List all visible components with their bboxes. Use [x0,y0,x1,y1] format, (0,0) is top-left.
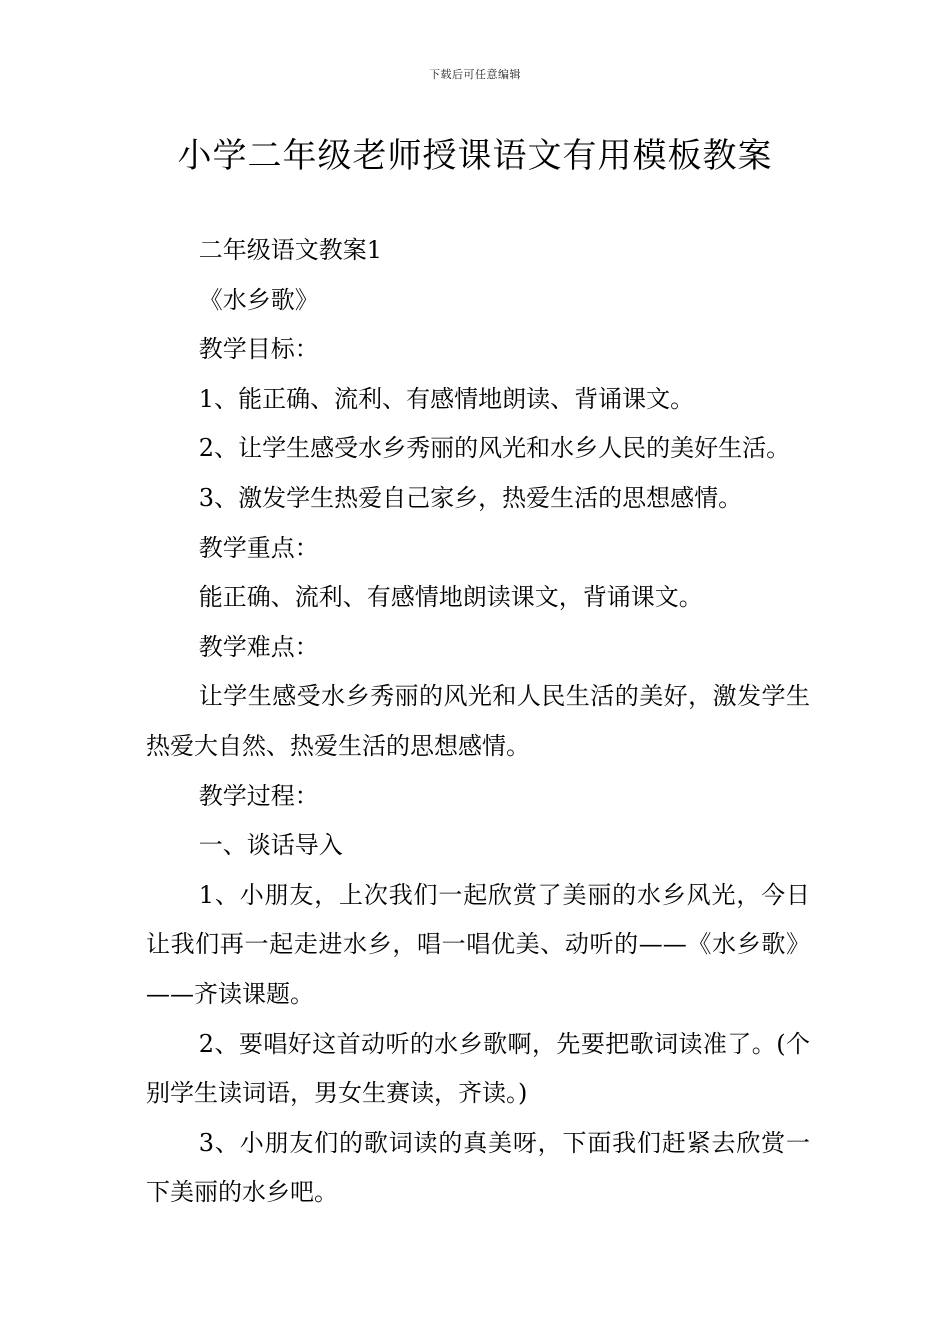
paragraph-lesson-heading: 二年级语文教案1 [198,236,383,264]
paragraph-goal-3: 3、激发学生热爱自己家乡，热爱生活的思想感情。 [198,483,743,512]
paragraph-focus-heading: 教学重点： [198,533,319,562]
paragraph-text-title: 《水乡歌》 [198,285,319,314]
paragraph-goal-1: 1、能正确、流利、有感情地朗读、背诵课文。 [198,384,695,413]
paragraph-step-2: 2、要唱好这首动听的水乡歌啊，先要把歌词读准了。(个别学生读词语，男女生赛读，齐读。) [146,1029,810,1108]
paragraph-goal-2: 2、让学生感受水乡秀丽的风光和水乡人民的美好生活。 [198,434,791,463]
header-note: 下载后可任意编辑 [429,68,521,81]
paragraph-step-3: 3、小朋友们的歌词读的真美呀，下面我们赶紧去欣赏一下美丽的水乡吧。 [146,1128,810,1207]
paragraph-section-1: 一、谈话导入 [198,831,343,860]
paragraph-difficulty: 让学生感受水乡秀丽的风光和人民生活的美好，激发学生热爱大自然、热爱生活的思想感情。 [146,682,810,760]
paragraph-difficulty-heading: 教学难点： [198,632,319,661]
paragraph-process-heading: 教学过程： [198,781,319,810]
document-title: 小学二年级老师授课语文有用模板教案 [177,136,773,176]
paragraph-focus: 能正确、流利、有感情地朗读课文，背诵课文。 [198,583,703,612]
document-body [146,226,810,1218]
paragraph-goals-heading: 教学目标： [198,335,319,364]
paragraph-step-1: 1、小朋友，上次我们一起欣赏了美丽的水乡风光，今日让我们再一起走进水乡，唱一唱优美、动听的——《水乡歌》——齐读课题。 [146,880,810,1008]
